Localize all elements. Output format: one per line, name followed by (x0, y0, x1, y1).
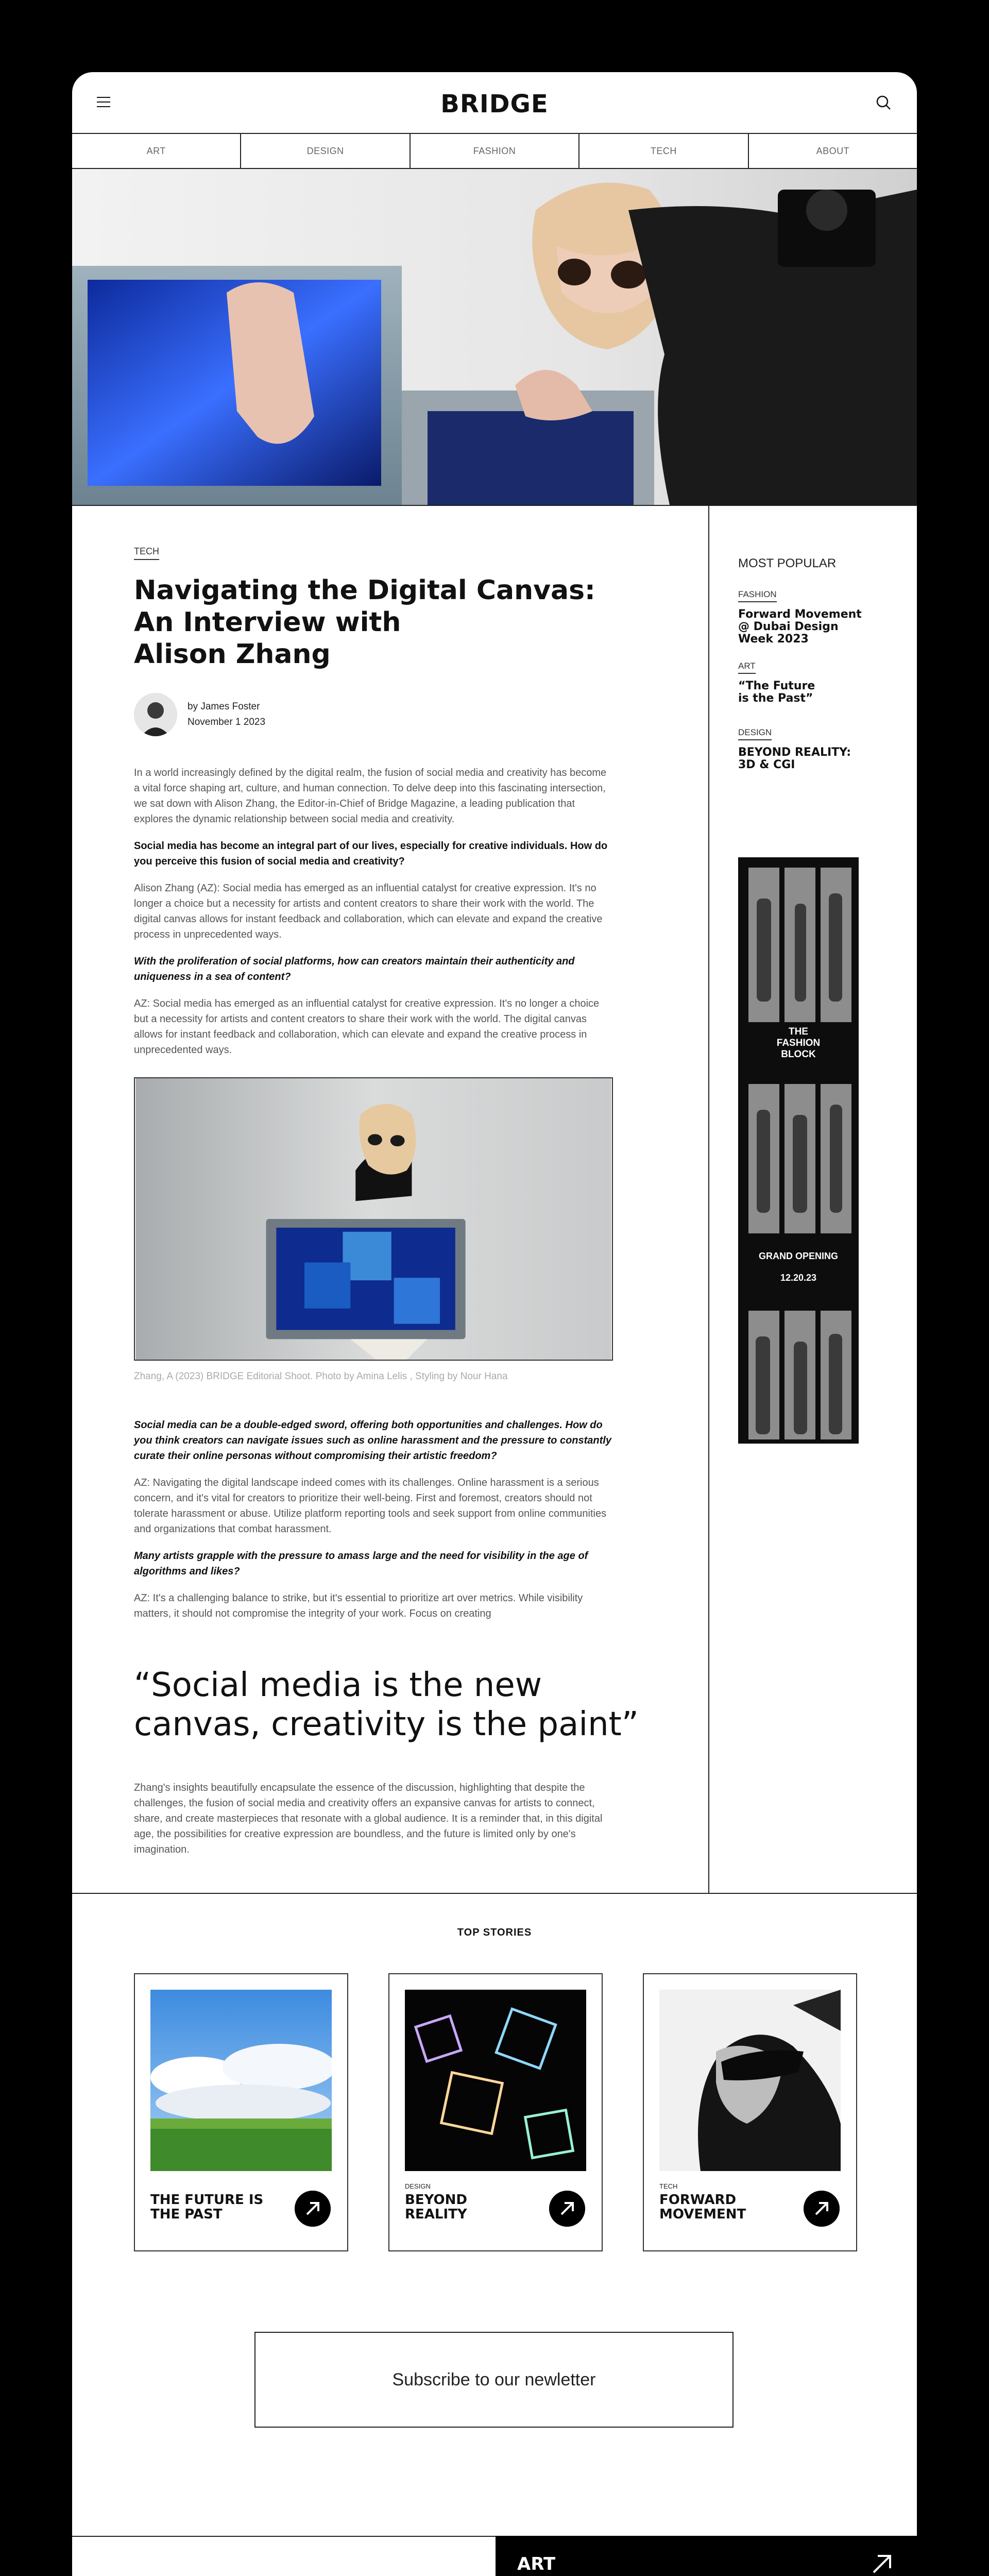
popular-item-category: FASHION (738, 589, 777, 602)
story-card-image (659, 1990, 841, 2171)
popular-item[interactable] (738, 727, 862, 771)
page (72, 72, 917, 2576)
nav-item-fashion[interactable]: FASHION (411, 134, 579, 168)
footer-nav (496, 2536, 917, 2576)
nav-item-art[interactable]: ART (72, 134, 241, 168)
interview-question: Social media can be a double-edged sword, offering both opportunities and challenges. How do you think creators can navigate issues such as online harassment and the pressure to constantly curate their online personas without compromising their artistic freedom? (134, 1419, 611, 1462)
article-paragraph: AZ: Navigating the digital landscape indeed comes with its challenges. Online harassment is a serious concern, and it's vital for creators to prioritize their well-being. First and foremost, creators should not tolerate harassment or abuse. Utilize platform reporting tools and seek support from online communities and organizations that combat harassment. (134, 1477, 607, 1535)
site-logo[interactable]: BRIDGE (440, 90, 549, 118)
ad-title-line: THE (789, 1026, 808, 1037)
hero-image (72, 169, 917, 505)
interview-question: Social media has become an integral part of our lives, especially for creative individuals. How do you perceive this fusion of social media and creativity? (134, 840, 608, 867)
story-card[interactable] (134, 1973, 348, 2251)
article-paragraph: AZ: It's a challenging balance to strike, but it's essential to prioritize art over metrics. While visibility matters, it should not compromise the integrity of your work. Focus on creating (134, 1592, 583, 1619)
popular-item-category: ART (738, 661, 756, 674)
popular-item-category: DESIGN (738, 727, 772, 740)
ad-banner[interactable] (738, 857, 859, 1444)
nav-item-about[interactable]: ABOUT (816, 145, 850, 156)
avatar (134, 693, 177, 736)
ad-title-line: BLOCK (781, 1049, 816, 1060)
article-paragraph: In a world increasingly defined by the digital realm, the fusion of social media and creativity has become a vital force shaping art, culture, and human connection. To delve deep into this fascinating intersection, we sat down with Alison Zhang, the Editor-in-Chief of Bridge Magazine, a leading publication that explores the dynamic relationship between social media and creativity. (134, 767, 607, 825)
nav-item-design[interactable]: DESIGN (241, 134, 410, 168)
arrow-up-right-icon[interactable] (804, 2191, 840, 2227)
nav-item-tech[interactable]: TECH (579, 134, 748, 168)
interview-question: Many artists grapple with the pressure to amass large and the need for visibility in the age of algorithms and likes? (134, 1550, 588, 1577)
ad-image (738, 857, 859, 1444)
arrow-up-right-icon[interactable] (295, 2191, 331, 2227)
ad-date: 12.20.23 (780, 1273, 817, 1283)
site-header (72, 72, 917, 133)
article (134, 546, 639, 1857)
most-popular (738, 556, 862, 771)
author-name[interactable]: by James Foster (187, 701, 260, 712)
article-closing: Zhang's insights beautifully encapsulate the essence of the discussion, highlighting that despite the challenges, the fusion of social media and creativity offers an expansive canvas for artists to connect, share, and create masterpieces that resonate with a global audience. It is a reminder that, in this digital age, the possibilities for creative expression are boundless, and the future is limited only by one's imagination. (134, 1782, 603, 1855)
story-card[interactable] (643, 1973, 857, 2251)
article-paragraph: AZ: Social media has emerged as an influential catalyst for creative expression. It's no longer a choice but a necessity for artists and content creators to share their work with the world. The digital canvas allows for instant feedback and collaboration, which can elevate and expand the creative process in unprecedented ways. (134, 998, 600, 1056)
top-stories-title: TOP STORIES (457, 1927, 532, 1938)
main-nav (72, 133, 917, 169)
story-card-image (405, 1990, 586, 2171)
most-popular-title: MOST POPULAR (738, 556, 837, 570)
column-divider (708, 505, 709, 1893)
arrow-up-right-icon[interactable] (549, 2191, 585, 2227)
ad-title (738, 1026, 859, 1060)
popular-item-headline[interactable]: Forward Movement @ Dubai Design Week 2023 (738, 608, 862, 646)
popular-item-headline[interactable]: BEYOND REALITY: 3D & CGI (738, 746, 851, 771)
article-paragraph: Alison Zhang (AZ): Social media has emerged as an influential catalyst for creative expression. It's no longer a choice but a necessity for artists and content creators to share their work with the world. The digital canvas allows for instant feedback and collaboration, which can elevate and expand the creative process in unprecedented ways. (134, 883, 603, 940)
popular-item[interactable] (738, 589, 862, 646)
search-icon[interactable] (875, 94, 892, 111)
footer-nav-label: ART (517, 2554, 556, 2574)
author-meta (187, 699, 265, 730)
story-card-category: DESIGN (405, 2182, 431, 2190)
arrow-up-right-icon (872, 2554, 892, 2574)
popular-item-headline[interactable]: “The Future is the Past” (738, 680, 815, 705)
story-card-category: TECH (659, 2182, 678, 2190)
publish-date: November 1 2023 (187, 717, 266, 727)
article-category[interactable]: TECH (134, 546, 159, 560)
article-title-line: Navigating the Digital Canvas: (134, 575, 595, 606)
article-title (134, 574, 613, 670)
article-title-line: An Interview with (134, 607, 401, 638)
article-title-line: Alison Zhang (134, 639, 331, 670)
article-end-divider (72, 1893, 917, 1894)
footer-divider (72, 2536, 496, 2537)
photo-caption: Zhang, A (2023) BRIDGE Editorial Shoot. Photo by Amina Lelis , Styling by Nour Hana (134, 1371, 508, 1382)
story-card-title[interactable]: FORWARD MOVEMENT (659, 2192, 746, 2222)
ad-title-line: FASHION (776, 1038, 821, 1048)
footer-nav-art[interactable] (496, 2536, 917, 2576)
ad-opening: GRAND OPENING (758, 1251, 838, 1261)
author-block (134, 693, 613, 736)
story-card-image (150, 1990, 332, 2171)
subscribe-newsletter-button[interactable]: Subscribe to our newletter (254, 2332, 734, 2428)
story-card-title[interactable]: THE FUTURE IS THE PAST (150, 2192, 264, 2222)
pull-quote: “Social media is the new canvas, creativity is the paint” (134, 1666, 639, 1743)
popular-item[interactable] (738, 661, 862, 705)
story-card[interactable] (388, 1973, 603, 2251)
story-card-title[interactable]: BEYOND REALITY (405, 2192, 467, 2222)
hero-divider (72, 505, 917, 506)
interview-question: With the proliferation of social platforms, how can creators maintain their authenticity and uniqueness in a sea of content? (134, 956, 575, 982)
editorial-photo (134, 1077, 613, 1361)
